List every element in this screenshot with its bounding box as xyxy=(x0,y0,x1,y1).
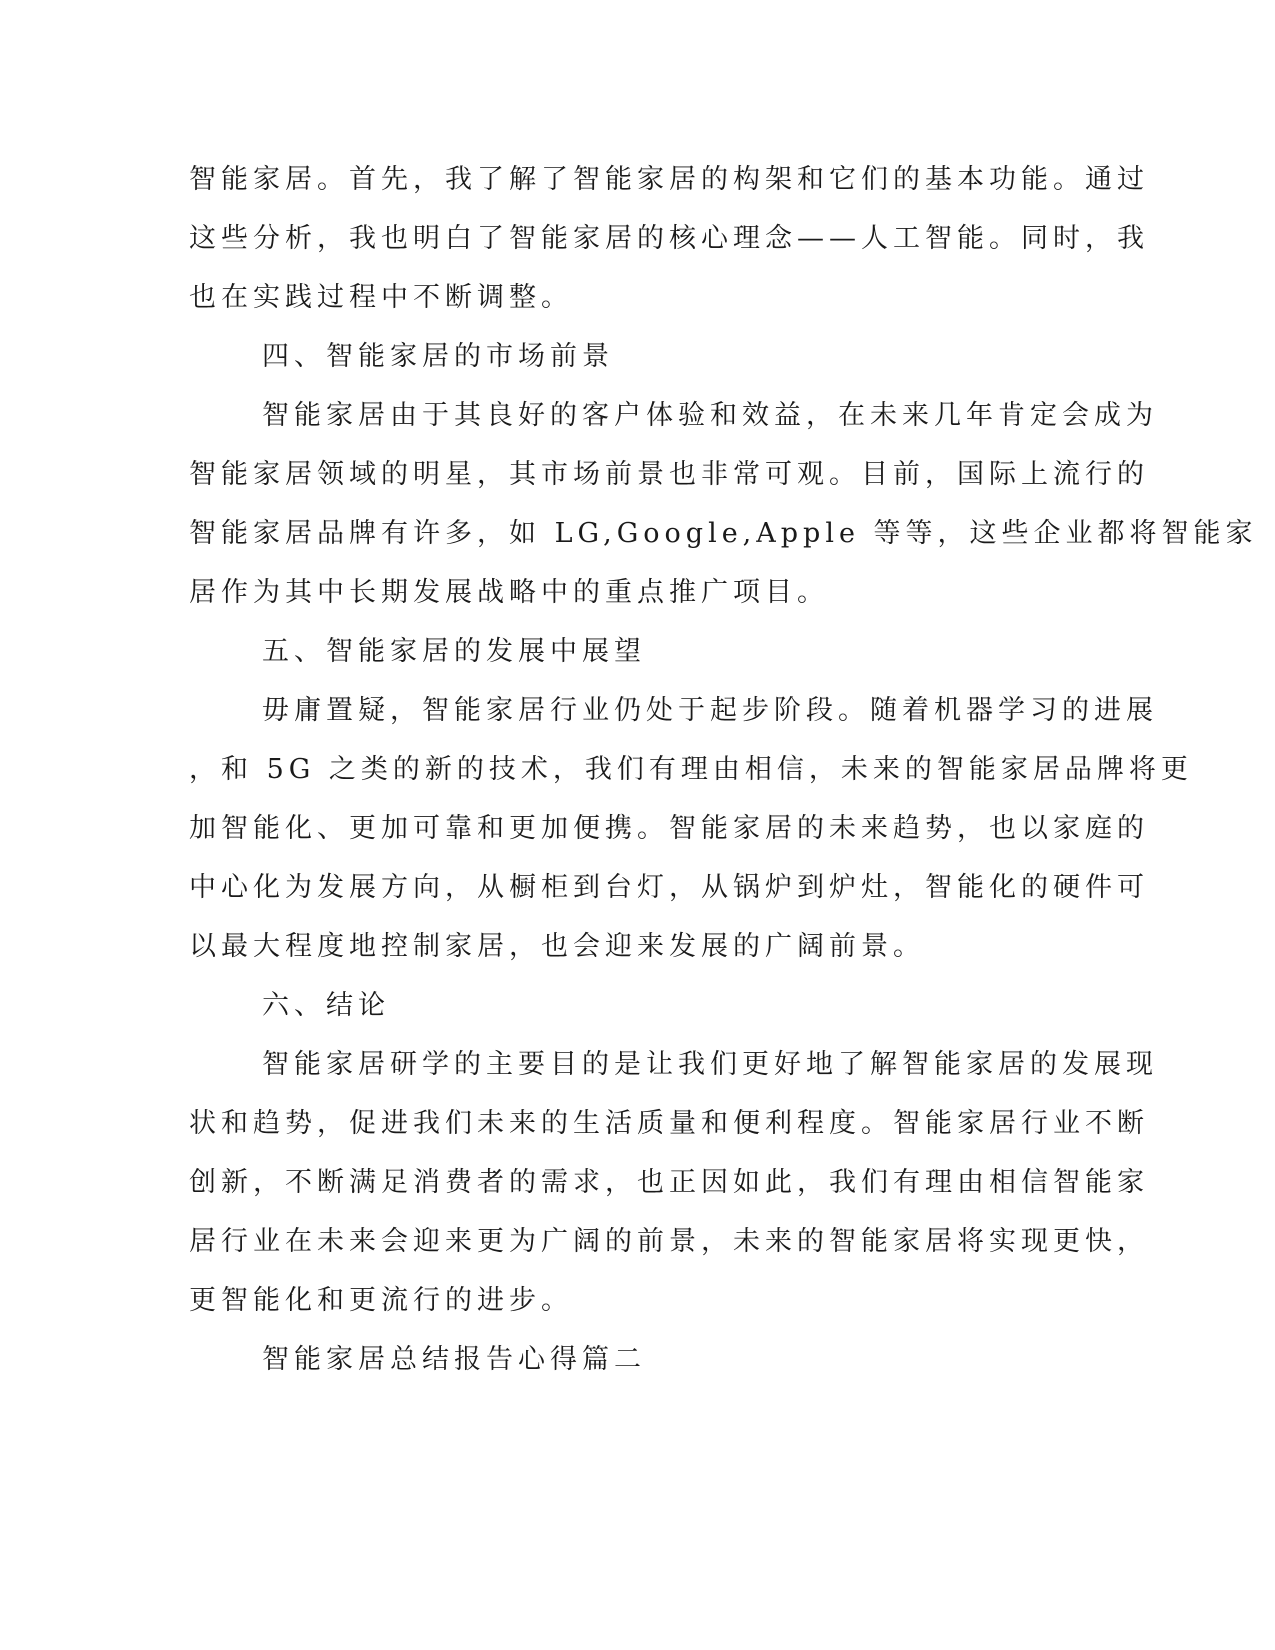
body-line: 智能家居研学的主要目的是让我们更好地了解智能家居的发展现 xyxy=(262,1049,1158,1080)
body-line: 居作为其中长期发展战略中的重点推广项目。 xyxy=(189,577,829,608)
body-line: ，和 5G 之类的新的技术，我们有理由相信，未来的智能家居品牌将更 xyxy=(189,754,1193,785)
section-heading: 四、智能家居的市场前景 xyxy=(262,341,614,372)
section-heading: 六、结论 xyxy=(262,990,390,1021)
body-line: 更智能化和更流行的进步。 xyxy=(189,1285,573,1316)
section-heading: 智能家居总结报告心得篇二 xyxy=(262,1344,646,1375)
section-heading: 五、智能家居的发展中展望 xyxy=(262,636,646,667)
body-line: 中心化为发展方向，从橱柜到台灯，从锅炉到炉灶，智能化的硬件可 xyxy=(189,872,1149,903)
body-line: 居行业在未来会迎来更为广阔的前景，未来的智能家居将实现更快， xyxy=(189,1226,1149,1257)
body-line: 状和趋势，促进我们未来的生活质量和便利程度。智能家居行业不断 xyxy=(189,1108,1149,1139)
body-line: 以最大程度地控制家居，也会迎来发展的广阔前景。 xyxy=(189,931,925,962)
body-line: 智能家居由于其良好的客户体验和效益，在未来几年肯定会成为 xyxy=(262,400,1158,431)
body-line: 也在实践过程中不断调整。 xyxy=(189,282,573,313)
body-line: 智能家居。首先，我了解了智能家居的构架和它们的基本功能。通过 xyxy=(189,164,1149,195)
body-line: 加智能化、更加可靠和更加便携。智能家居的未来趋势，也以家庭的 xyxy=(189,813,1149,844)
body-line: 创新，不断满足消费者的需求，也正因如此，我们有理由相信智能家 xyxy=(189,1167,1149,1198)
body-line: 毋庸置疑，智能家居行业仍处于起步阶段。随着机器学习的进展 xyxy=(262,695,1158,726)
body-line: 智能家居品牌有许多，如 LG,Google,Apple 等等，这些企业都将智能家 xyxy=(189,518,1258,549)
body-line: 智能家居领域的明星，其市场前景也非常可观。目前，国际上流行的 xyxy=(189,459,1149,490)
body-line: 这些分析，我也明白了智能家居的核心理念——人工智能。同时，我 xyxy=(189,223,1149,254)
